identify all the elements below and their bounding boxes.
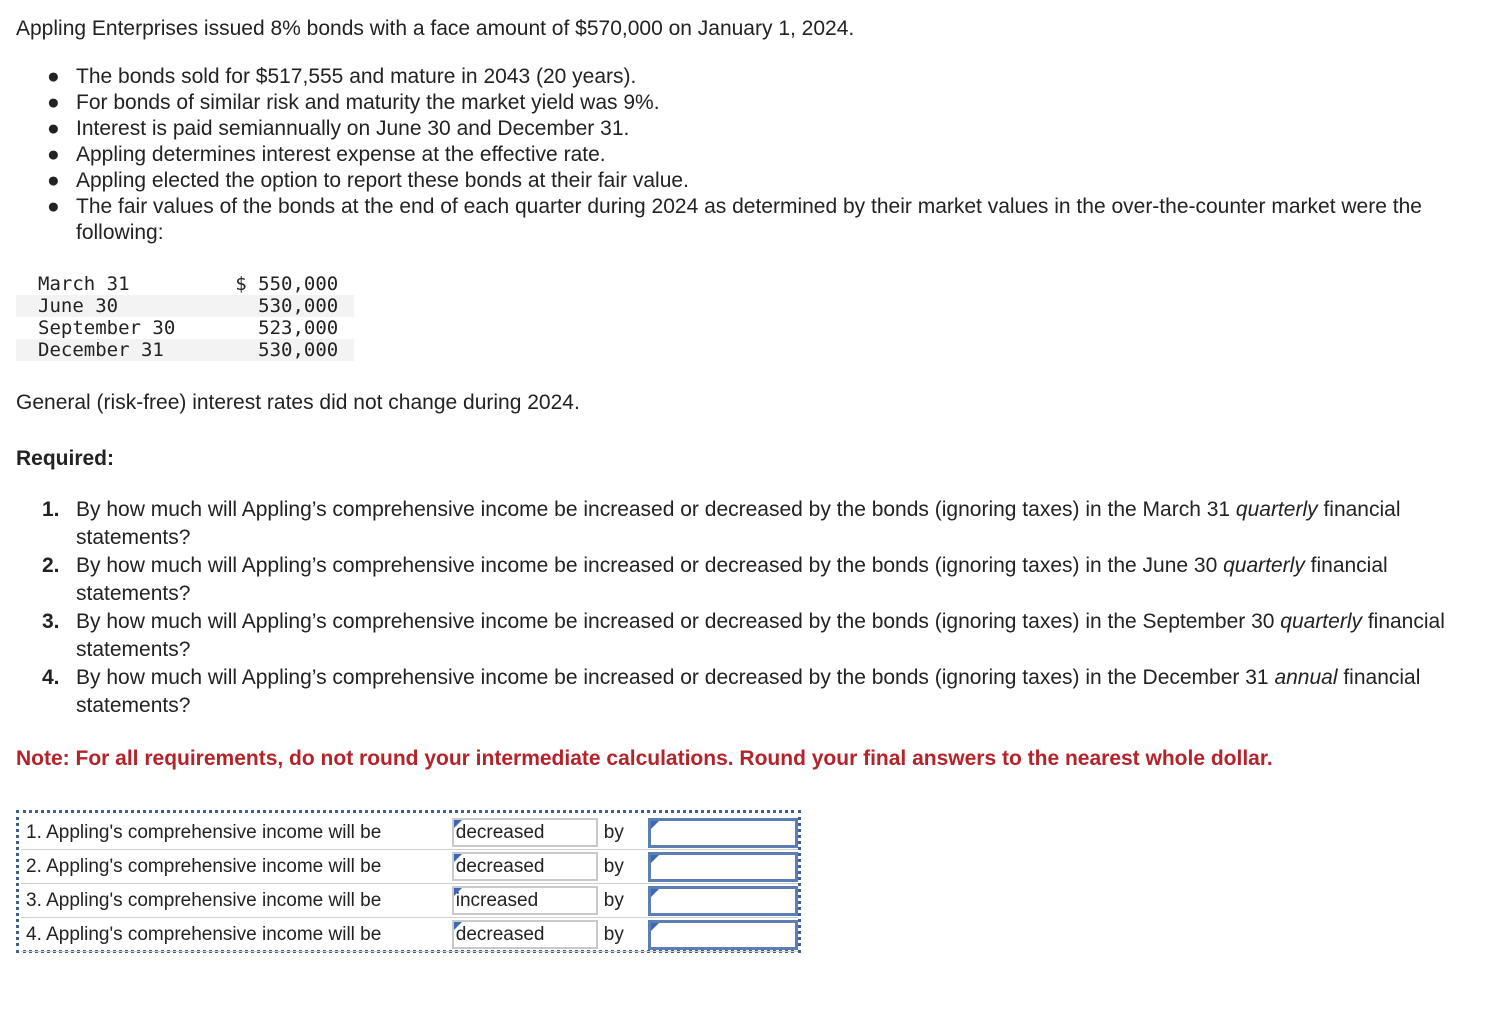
fair-value-row [16, 317, 354, 339]
problem-intro: Appling Enterprises issued 8% bonds with a face amount of $570,000 on January 1, 2024. [16, 17, 855, 40]
question-period: quarterly [1223, 554, 1305, 577]
fair-value-row [16, 339, 354, 361]
amount-input[interactable] [657, 890, 791, 914]
dropdown-marker-icon [454, 888, 462, 896]
direction-dropdown[interactable] [452, 852, 598, 881]
fair-value-row [16, 295, 354, 317]
answer-table-container [16, 810, 801, 953]
amount-input-box [648, 818, 798, 848]
fair-value-row [16, 273, 354, 295]
answer-select-cell [452, 884, 598, 918]
direction-dropdown[interactable] [452, 818, 598, 847]
answer-input-cell [648, 850, 798, 884]
bullet-dot-icon: ● [47, 143, 60, 166]
bullet-dot-icon: ● [47, 117, 60, 140]
amount-input-box [648, 920, 798, 950]
question-text-end: financial statements? [76, 666, 1421, 717]
question-number: 1. [42, 498, 60, 521]
question-item [42, 552, 1466, 608]
answer-row [21, 918, 798, 952]
fact-text: Interest is paid semiannually on June 30 and December 31. [76, 117, 630, 140]
answer-table [21, 816, 798, 952]
questions-list [16, 496, 1466, 720]
by-label: by [598, 918, 648, 952]
question-text-end: financial statements? [76, 610, 1445, 661]
answer-select-cell [452, 816, 598, 850]
question-period: quarterly [1280, 610, 1362, 633]
amount-input[interactable] [657, 822, 791, 846]
fair-value-date: June 30 [16, 295, 175, 317]
fact-item [47, 116, 1476, 142]
answer-input-cell [648, 816, 798, 850]
fair-value-date: December 31 [16, 339, 175, 361]
direction-value: decreased [455, 924, 545, 945]
question-text: By how much will Appling’s comprehensive income be increased or decreased by the bonds (ignoring taxes) in the September 30 [76, 610, 1281, 633]
fact-item [47, 142, 1476, 168]
question-number: 4. [42, 666, 60, 689]
question-item [42, 496, 1466, 552]
amount-input-box [648, 886, 798, 916]
direction-dropdown[interactable] [452, 886, 598, 915]
answer-label: 1. Appling's comprehensive income will be [21, 816, 452, 850]
by-label: by [598, 816, 648, 850]
fact-item [47, 194, 1476, 246]
fact-item [47, 168, 1476, 194]
fair-value-amount: 523,000 [258, 317, 339, 339]
by-label: by [598, 850, 648, 884]
fair-value-amount: 530,000 [175, 295, 354, 317]
amount-input[interactable] [657, 856, 791, 880]
fact-text: Appling determines interest expense at the effective rate. [76, 143, 606, 166]
fact-text: Appling elected the option to report these bonds at their fair value. [76, 169, 689, 192]
bullet-dot-icon: ● [47, 169, 60, 192]
amount-input-box [648, 852, 798, 882]
question-number: 3. [42, 610, 60, 633]
question-text: By how much will Appling’s comprehensive income be increased or decreased by the bonds (ignoring taxes) in the March 31 [76, 498, 1236, 521]
answer-label: 4. Appling's comprehensive income will be [21, 918, 452, 952]
input-marker-icon [651, 855, 659, 863]
fair-value-date: March 31 [38, 273, 130, 295]
answer-label: 2. Appling's comprehensive income will be [21, 850, 452, 884]
fair-value-amount: $ 550,000 [235, 273, 339, 295]
answer-input-cell [648, 884, 798, 918]
question-item [42, 608, 1466, 664]
direction-value: decreased [455, 856, 545, 877]
question-text-end: financial statements? [76, 554, 1388, 605]
answer-input-cell [648, 918, 798, 952]
fair-value-date: September 30 [38, 317, 176, 339]
question-text: By how much will Appling’s comprehensive income be increased or decreased by the bonds (ignoring taxes) in the June 30 [76, 554, 1224, 577]
answer-row [21, 850, 798, 884]
fact-text: For bonds of similar risk and maturity the market yield was 9%. [76, 91, 660, 114]
answer-row [21, 816, 798, 850]
question-period: quarterly [1235, 498, 1318, 521]
bullet-dot-icon: ● [47, 195, 60, 218]
rounding-note: Note: For all requirements, do not round your intermediate calculations. Round your final answers to the nearest whole dollar. [16, 747, 1273, 770]
answer-row [21, 884, 798, 918]
question-text: By how much will Appling’s comprehensive income be increased or decreased by the bonds (ignoring taxes) in the December 31 [76, 666, 1275, 689]
fact-item [47, 90, 1476, 116]
question-period: annual [1274, 666, 1338, 689]
fact-item [47, 64, 1476, 90]
fact-text: The fair values of the bonds at the end of each quarter during 2024 as determined by their market values in the over-the-counter market were the following: [76, 195, 1422, 244]
question-text-end: financial statements? [76, 498, 1401, 549]
answer-select-cell [452, 918, 598, 952]
bullet-dot-icon: ● [47, 91, 60, 114]
input-marker-icon [651, 821, 659, 829]
fact-text: The bonds sold for $517,555 and mature in 2043 (20 years). [76, 65, 637, 88]
direction-value: decreased [455, 822, 545, 843]
fair-value-amount: 530,000 [175, 339, 354, 361]
required-heading: Required: [16, 447, 115, 470]
question-item [42, 664, 1466, 720]
answer-label: 3. Appling's comprehensive income will be [21, 884, 452, 918]
dropdown-marker-icon [454, 820, 462, 828]
bullet-dot-icon: ● [47, 65, 60, 88]
dropdown-marker-icon [454, 922, 462, 930]
dropdown-marker-icon [454, 854, 462, 862]
answer-select-cell [452, 850, 598, 884]
input-marker-icon [651, 889, 659, 897]
by-label: by [598, 884, 648, 918]
facts-list [16, 64, 1476, 246]
question-number: 2. [42, 554, 60, 577]
amount-input[interactable] [657, 924, 791, 948]
general-rates-note: General (risk-free) interest rates did not change during 2024. [16, 391, 580, 414]
input-marker-icon [651, 923, 659, 931]
direction-value: increased [455, 890, 539, 911]
fair-value-table [16, 273, 354, 361]
direction-dropdown[interactable] [452, 920, 598, 949]
